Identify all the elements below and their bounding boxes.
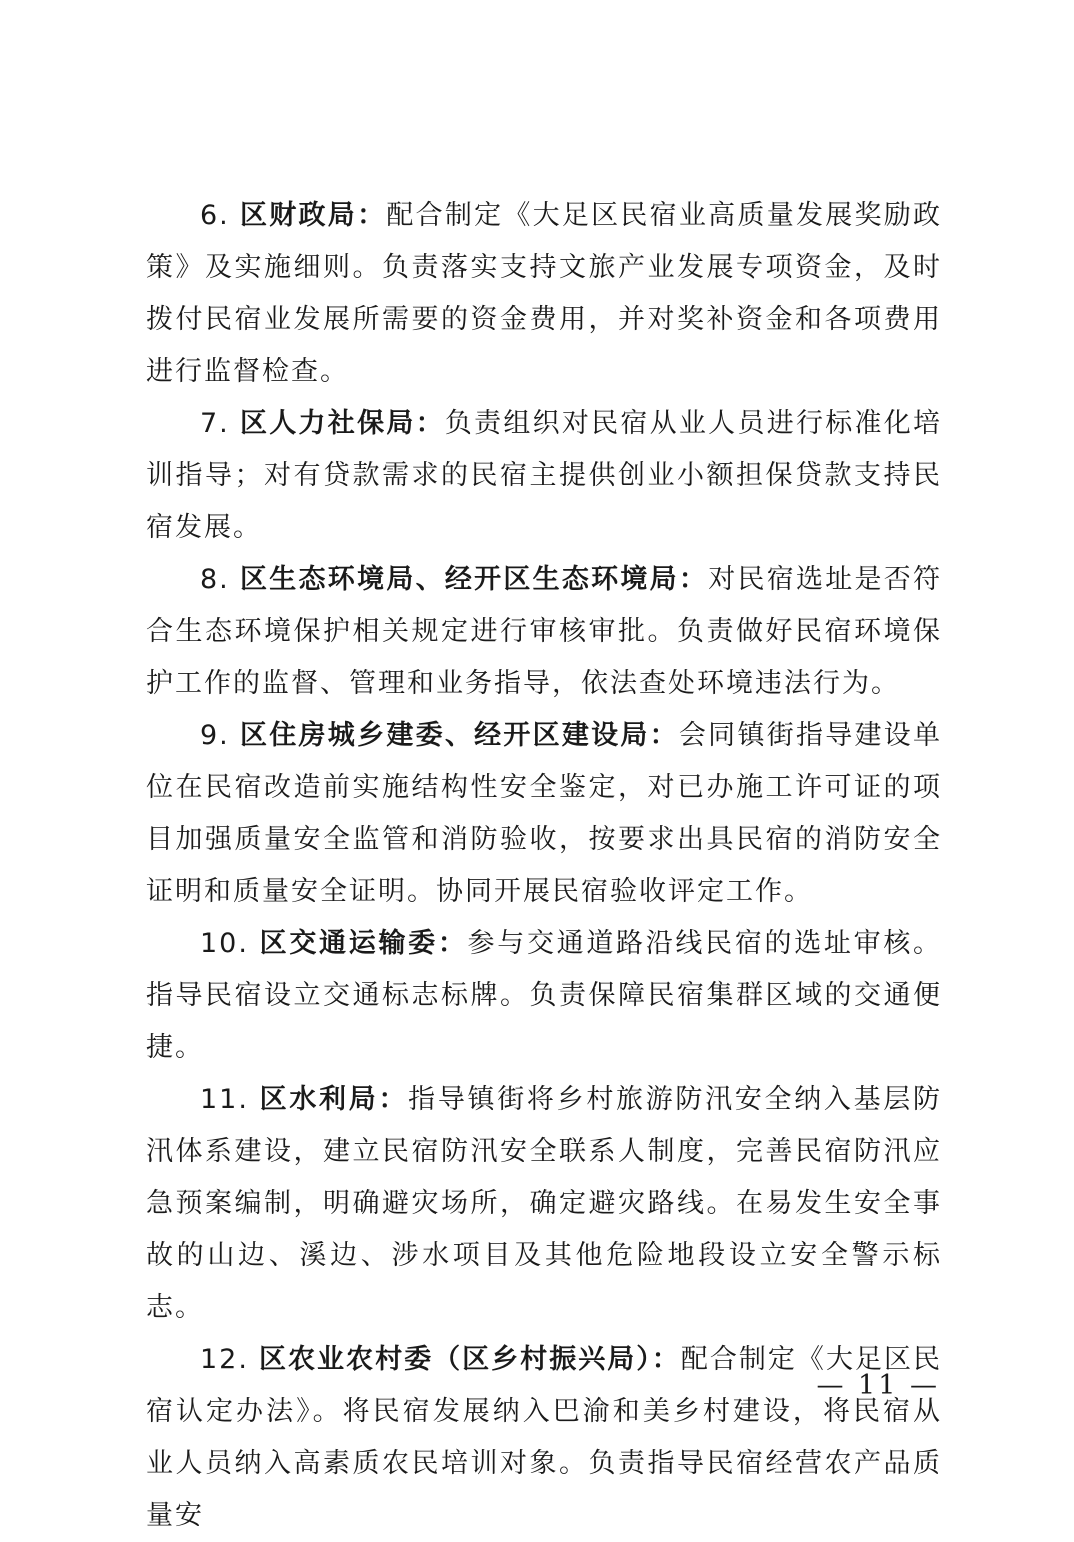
list-item [146, 554, 942, 710]
page-number: — 11 — [816, 1370, 940, 1401]
item-number: 12. [200, 1344, 249, 1375]
item-number: 8. [200, 564, 230, 595]
item-heading: 区财政局： [239, 200, 387, 231]
item-heading: 区交通运输委： [258, 928, 468, 959]
item-text: 配合制定《大足区民宿认定办法》。将民宿发展纳入巴渝和美乡村建设，将民宿从业人员纳入高素质农民培训对象。负责指导民宿经营农产品质量安 [146, 1344, 943, 1531]
item-heading: 区水利局： [258, 1084, 409, 1115]
list-item [146, 710, 942, 918]
list-item [146, 1074, 942, 1334]
item-number: 9. [200, 720, 230, 751]
list-item [146, 918, 942, 1074]
item-text: 对民宿选址是否符合生态环境保护相关规定进行审核审批。负责做好民宿环境保护工作的监督、管理和业务指导，依法查处环境违法行为。 [146, 564, 943, 699]
item-heading: 区住房城乡建委、经开区建设局： [239, 720, 679, 751]
list-item [146, 190, 942, 398]
item-number: 10. [200, 928, 249, 959]
item-heading: 区人力社保局： [239, 408, 445, 439]
item-number: 11. [200, 1084, 249, 1115]
list-item [146, 398, 942, 554]
list-item [146, 1334, 942, 1542]
item-text: 配合制定《大足区民宿业高质量发展奖励政策》及实施细则。负责落实支持文旅产业发展专项资金，及时拨付民宿业发展所需要的资金费用，并对奖补资金和各项费用进行监督检查。 [146, 200, 943, 387]
item-text: 指导镇街将乡村旅游防汛安全纳入基层防汛体系建设，建立民宿防汛安全联系人制度，完善民宿防汛应急预案编制，明确避灾场所，确定避灾路线。在易发生安全事故的山边、溪边、涉水项目及其他危险地段设立安全警示标志。 [146, 1084, 943, 1323]
item-text: 负责组织对民宿从业人员进行标准化培训指导；对有贷款需求的民宿主提供创业小额担保贷款支持民宿发展。 [146, 408, 942, 543]
item-heading: 区农业农村委（区乡村振兴局）： [258, 1344, 681, 1375]
item-text: 参与交通道路沿线民宿的选址审核。指导民宿设立交通标志标牌。负责保障民宿集群区域的交通便捷。 [146, 928, 943, 1063]
document-body [146, 190, 942, 1542]
item-heading: 区生态环境局、经开区生态环境局： [239, 564, 709, 595]
item-number: 7. [200, 408, 230, 439]
item-number: 6. [200, 200, 230, 231]
item-text: 会同镇街指导建设单位在民宿改造前实施结构性安全鉴定，对已办施工许可证的项目加强质量安全监管和消防验收，按要求出具民宿的消防安全证明和质量安全证明。协同开展民宿验收评定工作。 [146, 720, 942, 907]
